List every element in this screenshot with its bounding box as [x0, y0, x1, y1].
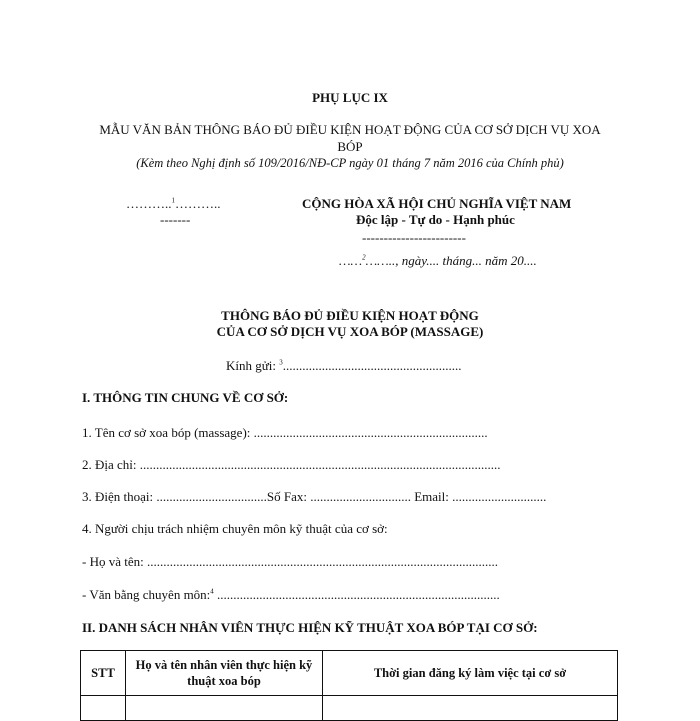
field-full-name: - Họ và tên: ............................................................................................................: [82, 554, 498, 569]
section1-heading: I. THÔNG TIN CHUNG VỀ CƠ SỞ:: [82, 390, 289, 405]
table-cell: [323, 696, 618, 721]
footnote-3: 3: [279, 358, 283, 367]
form-title-line2: BÓP: [337, 139, 363, 154]
form-title-line1: MẪU VĂN BẢN THÔNG BÁO ĐỦ ĐIỀU KIỆN HOẠT ĐỘNG CỦA CƠ SỞ DỊCH VỤ XOA: [99, 122, 601, 137]
decree-note: (Kèm theo Nghị định số 109/2016/NĐ-CP ngày 01 tháng 7 năm 2016 của Chính phủ): [136, 156, 564, 170]
footnote-1: 1: [171, 196, 175, 205]
field-responsible-person: 4. Người chịu trách nhiệm chuyên môn kỹ thuật của cơ sở:: [82, 521, 388, 536]
field-contact: 3. Điện thoại: ..................................Số Fax: ............................... Email: .............................: [82, 489, 547, 504]
table-header-row: [81, 651, 618, 696]
organization-name: ………..$^1$………..: [126, 196, 221, 211]
notice-title-line1: THÔNG BÁO ĐỦ ĐIỀU KIỆN HOẠT ĐỘNG: [221, 308, 479, 323]
recipient-line: Kính gửi: $^3$.......................................................: [226, 358, 462, 373]
right-divider: ------------------------: [362, 230, 466, 245]
field-facility-name: 1. Tên cơ sở xoa bóp (massage): ........................................................................: [82, 425, 488, 440]
place-date: ……$^2$…….., ngày.... tháng... năm 20....: [339, 253, 537, 268]
footnote-2: 2: [362, 253, 366, 262]
section2-heading: II. DANH SÁCH NHÂN VIÊN THỰC HIỆN KỸ THUẬT XOA BÓP TẠI CƠ SỞ:: [82, 620, 538, 635]
left-divider: -------: [160, 212, 191, 227]
table-cell: [81, 696, 126, 721]
national-motto: Độc lập - Tự do - Hạnh phúc: [356, 212, 515, 227]
country-name: CỘNG HÒA XÃ HỘI CHỦ NGHĨA VIỆT NAM: [302, 196, 572, 211]
notice-title-line2: CỦA CƠ SỞ DỊCH VỤ XOA BÓP (MASSAGE): [216, 324, 484, 339]
field-address: 2. Địa chỉ: ...............................................................................................................: [82, 457, 501, 472]
table-cell: [126, 696, 323, 721]
col-stt: STT: [81, 651, 126, 696]
table-row: [81, 696, 618, 721]
field-qualification: - Văn bằng chuyên môn:$^4$ .......................................................................................: [82, 587, 500, 602]
col-staff-name: Họ và tên nhân viên thực hiện kỹ thuật xoa bóp: [126, 651, 323, 696]
footnote-4: 4: [210, 587, 214, 596]
staff-table: [80, 650, 618, 721]
appendix-title: PHỤ LỤC IX: [312, 90, 388, 105]
col-working-time: Thời gian đăng ký làm việc tại cơ sở: [323, 651, 618, 696]
